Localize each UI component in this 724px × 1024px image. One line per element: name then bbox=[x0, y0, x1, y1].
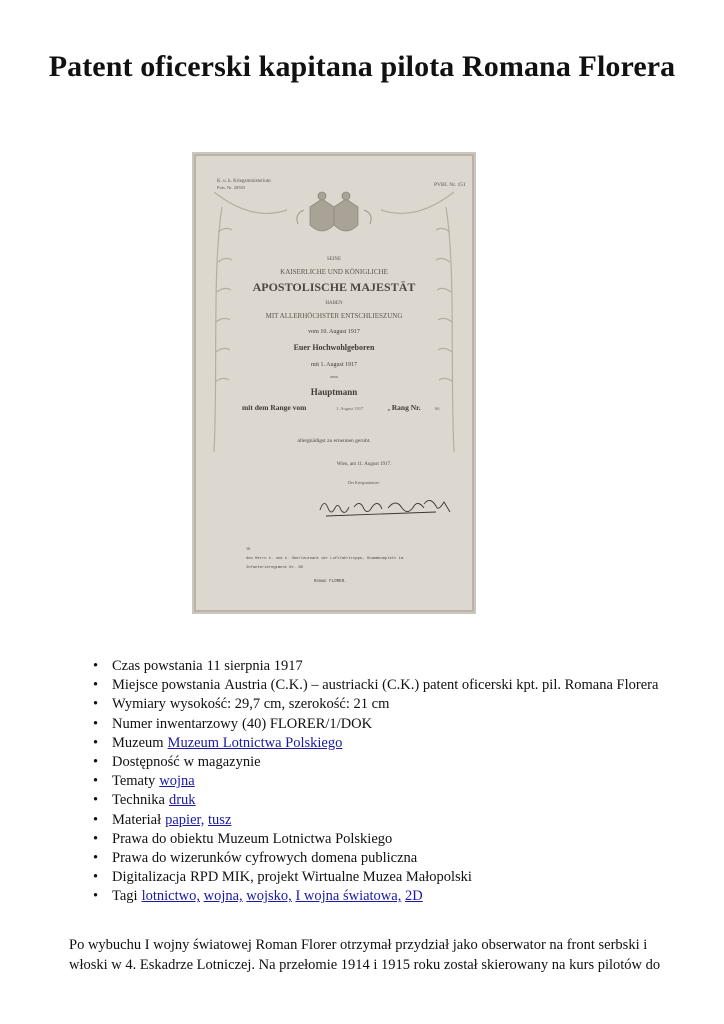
material-link[interactable]: papier, bbox=[165, 811, 205, 828]
ernennen-text: allergnädigst zu ernennen geruht. bbox=[297, 438, 371, 444]
list-item: • Muzeum Muzeum Lotnictwa Polskiego bbox=[112, 734, 658, 753]
footer-number-text: 16 bbox=[246, 546, 251, 551]
list-item: • Technika druk bbox=[112, 791, 658, 810]
document-photo bbox=[192, 152, 476, 614]
page-title: Patent oficerski kapitana pilota Romana Florera bbox=[48, 50, 676, 83]
haben-text: HABEN bbox=[325, 301, 343, 306]
zum-text: zum bbox=[330, 374, 338, 379]
rank-text: Hauptmann bbox=[310, 387, 358, 397]
date-line-1: vom 10. August 1917 bbox=[308, 329, 360, 335]
tag-link[interactable]: lotnictwo, bbox=[141, 888, 200, 905]
museum-link[interactable]: Muzeum Lotnictwa Polskiego bbox=[167, 734, 343, 751]
corner-left-text-1: K. u. k. Kriegsministerium bbox=[217, 179, 271, 184]
euer-text: Euer Hochwohlgeboren bbox=[293, 343, 375, 352]
range-number-text: 66 bbox=[435, 406, 440, 411]
details-list bbox=[112, 657, 658, 907]
addressee-text: Roman FLORER. bbox=[314, 580, 347, 584]
tag-link[interactable]: wojna, bbox=[203, 888, 243, 905]
list-item: • Digitalizacja RPD MIK, projekt Wirtualne Muzea Małopolski bbox=[112, 868, 658, 887]
list-item: • Miejsce powstania Austria (C.K.) – austriacki (C.K.) patent oficerski kpt. pil. Romana Florera bbox=[112, 676, 658, 695]
list-item: • Numer inwentarzowy (40) FLORER/1/DOK bbox=[112, 715, 658, 734]
list-item: • Tematy wojna bbox=[112, 772, 658, 791]
range-text-2: , Rang Nr. bbox=[388, 403, 421, 412]
footer-text-2: Infanterieregiment Nr. 60 bbox=[246, 566, 303, 570]
range-text-1: mit dem Range vom bbox=[242, 403, 307, 412]
list-item: • Materiał papier, tusz bbox=[112, 811, 658, 830]
list-item: • Czas powstania 11 sierpnia 1917 bbox=[112, 657, 658, 676]
wien-text: Wien, am 11. August 1917. bbox=[336, 462, 392, 467]
corner-left-text-2: Präs. Nr. 20583 bbox=[217, 185, 245, 190]
list-item: • Prawa do obiektu Muzeum Lotnictwa Polskiego bbox=[112, 830, 658, 849]
list-item: • Prawa do wizerunków cyfrowych domena publiczna bbox=[112, 849, 658, 868]
technique-link[interactable]: druk bbox=[168, 792, 196, 809]
tag-link[interactable]: wojsko, bbox=[246, 888, 292, 905]
topic-link[interactable]: wojna bbox=[159, 773, 195, 790]
minister-text: Der Kriegsminister: bbox=[348, 480, 380, 485]
tag-link[interactable]: I wojna światowa, bbox=[295, 888, 402, 905]
date-line-2: mit 1. August 1917 bbox=[310, 362, 358, 368]
majesty-line-2: APOSTOLISCHE MAJESTÄT bbox=[252, 280, 416, 294]
majesty-line-1: KAISERLICHE UND KÖNIGLICHE bbox=[280, 268, 388, 276]
range-date-text: 1. August 1917 bbox=[336, 406, 364, 411]
list-item: • Wymiary wysokość: 29,7 cm, szerokość: 21 cm bbox=[112, 695, 658, 714]
seine-text: SEINE bbox=[326, 257, 342, 262]
list-item: • Tagi lotnictwo, wojna, wojsko, I wojna światowa, 2D bbox=[112, 887, 658, 906]
description-paragraph: Po wybuchu I wojny światowej Roman Florer otrzymał przydział jako obserwator na front serbski i włoski w 4. Eskadrze Lotniczej. Na przełomie 1914 i 1915 roku został skierowany na kurs pilotów do bbox=[69, 937, 661, 973]
list-item: • Dostępność w magazynie bbox=[112, 753, 658, 772]
material-link[interactable]: tusz bbox=[208, 811, 232, 828]
tag-link[interactable]: 2D bbox=[404, 888, 423, 905]
corner-right-text: PVBI. Nr. 151 bbox=[434, 182, 466, 188]
footer-text-1: den Herrn k. und k. Oberleutnant der Luftfahrtruppe, Stammkomplett im bbox=[246, 557, 404, 561]
entschliessung-text: MIT ALLERHÖCHSTER ENTSCHLIESZUNG bbox=[265, 312, 403, 320]
